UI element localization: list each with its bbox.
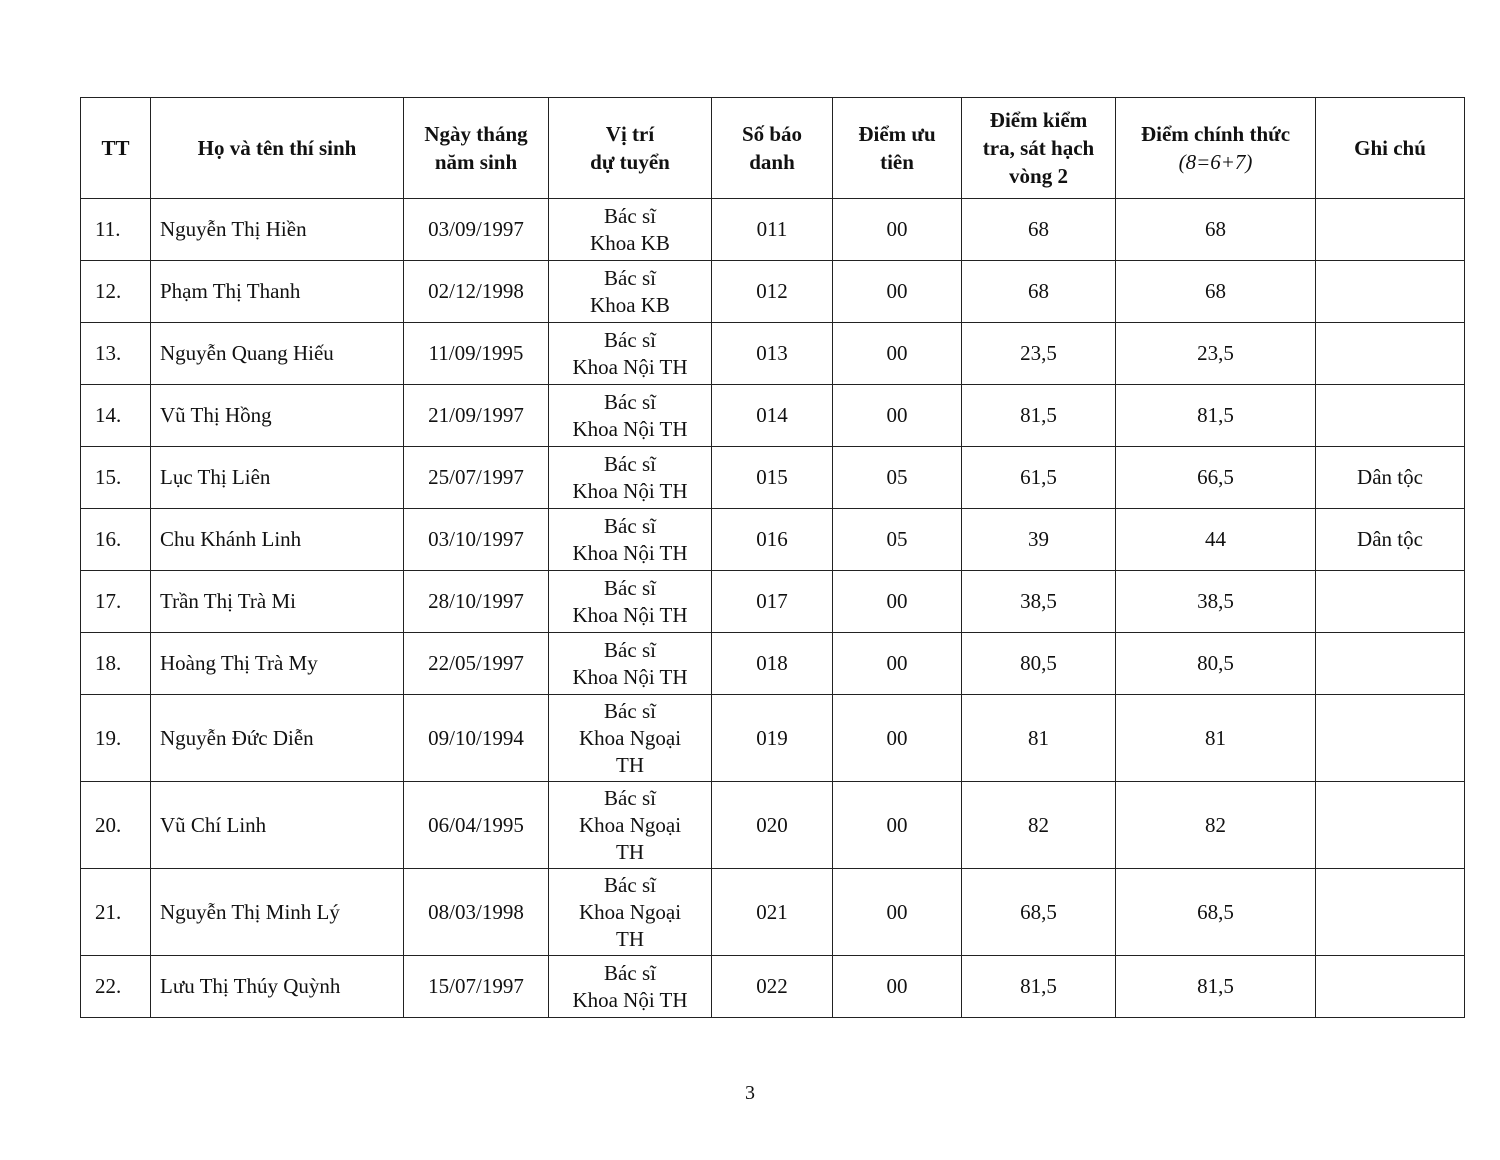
official-score: 44 (1116, 509, 1316, 571)
exam-score: 81,5 (962, 956, 1116, 1018)
candidate-position (549, 323, 712, 385)
candidate-position (549, 199, 712, 261)
candidate-number: 021 (712, 869, 833, 956)
exam-score: 68 (962, 261, 1116, 323)
candidate-name: Nguyễn Đức Diễn (151, 695, 404, 782)
position-line: Khoa Nội TH (572, 354, 688, 379)
candidate-name: Nguyễn Thị Hiền (151, 199, 404, 261)
exam-score: 39 (962, 509, 1116, 571)
row-tt: 17. (81, 571, 151, 633)
header-official-score: Điểm chính thức (8=6+7) (1116, 98, 1316, 199)
header-tt: TT (81, 98, 151, 199)
position-line: Bác sĩ (604, 698, 656, 723)
candidate-dob: 03/10/1997 (404, 509, 549, 571)
candidate-dob: 22/05/1997 (404, 633, 549, 695)
table-row (81, 199, 1465, 261)
official-score: 81 (1116, 695, 1316, 782)
official-score: 82 (1116, 782, 1316, 869)
row-note (1316, 385, 1465, 447)
candidate-dob: 09/10/1994 (404, 695, 549, 782)
exam-score: 38,5 (962, 571, 1116, 633)
table-row (81, 782, 1465, 869)
row-note (1316, 261, 1465, 323)
header-exam-score: Điểm kiểm tra, sát hạch vòng 2 (962, 98, 1116, 199)
official-score: 68,5 (1116, 869, 1316, 956)
table-row (81, 695, 1465, 782)
position-line: Bác sĩ (604, 960, 656, 985)
position-line: Khoa Nội TH (572, 987, 688, 1012)
candidate-position (549, 261, 712, 323)
candidate-name: Nguyễn Quang Hiếu (151, 323, 404, 385)
official-score: 68 (1116, 199, 1316, 261)
priority-score: 00 (833, 869, 962, 956)
candidate-position (549, 695, 712, 782)
position-line: Khoa Ngoại (578, 725, 682, 750)
exam-score: 23,5 (962, 323, 1116, 385)
candidate-number: 014 (712, 385, 833, 447)
candidate-position (549, 571, 712, 633)
official-score: 68 (1116, 261, 1316, 323)
priority-score: 00 (833, 385, 962, 447)
candidate-number: 015 (712, 447, 833, 509)
exam-score: 81 (962, 695, 1116, 782)
row-note (1316, 869, 1465, 956)
exam-score: 61,5 (962, 447, 1116, 509)
candidate-position (549, 447, 712, 509)
candidate-name: Vũ Thị Hồng (151, 385, 404, 447)
row-tt: 18. (81, 633, 151, 695)
priority-score: 00 (833, 199, 962, 261)
row-note (1316, 782, 1465, 869)
table-row (81, 385, 1465, 447)
exam-score: 80,5 (962, 633, 1116, 695)
candidate-number: 017 (712, 571, 833, 633)
table-row (81, 633, 1465, 695)
row-tt: 22. (81, 956, 151, 1018)
table-row (81, 323, 1465, 385)
table-row (81, 447, 1465, 509)
candidate-dob: 08/03/1998 (404, 869, 549, 956)
header-name: Họ và tên thí sinh (151, 98, 404, 199)
candidate-dob: 28/10/1997 (404, 571, 549, 633)
official-score: 81,5 (1116, 956, 1316, 1018)
position-line: Bác sĩ (604, 451, 656, 476)
row-tt: 16. (81, 509, 151, 571)
candidate-name: Nguyễn Thị Minh Lý (151, 869, 404, 956)
position-line: Bác sĩ (604, 203, 656, 228)
position-line: Khoa Nội TH (572, 602, 688, 627)
row-tt: 13. (81, 323, 151, 385)
official-score: 81,5 (1116, 385, 1316, 447)
candidate-dob: 03/09/1997 (404, 199, 549, 261)
official-score: 66,5 (1116, 447, 1316, 509)
position-line: Khoa Nội TH (572, 416, 688, 441)
row-note (1316, 571, 1465, 633)
row-note (1316, 199, 1465, 261)
table-row (81, 509, 1465, 571)
position-line: Khoa Nội TH (572, 540, 688, 565)
official-score: 38,5 (1116, 571, 1316, 633)
position-line: Bác sĩ (604, 575, 656, 600)
row-note (1316, 695, 1465, 782)
priority-score: 00 (833, 633, 962, 695)
candidate-name: Phạm Thị Thanh (151, 261, 404, 323)
header-note: Ghi chú (1316, 98, 1465, 199)
row-tt: 11. (81, 199, 151, 261)
priority-score: 00 (833, 261, 962, 323)
position-line: Khoa Ngoại (578, 812, 682, 837)
candidate-dob: 25/07/1997 (404, 447, 549, 509)
row-note: Dân tộc (1316, 509, 1465, 571)
position-line: TH (616, 839, 644, 864)
table-row (81, 869, 1465, 956)
row-note: Dân tộc (1316, 447, 1465, 509)
candidate-dob: 11/09/1995 (404, 323, 549, 385)
exam-score: 68,5 (962, 869, 1116, 956)
priority-score: 00 (833, 695, 962, 782)
official-score: 23,5 (1116, 323, 1316, 385)
candidate-number: 020 (712, 782, 833, 869)
position-line: Bác sĩ (604, 872, 656, 897)
row-tt: 12. (81, 261, 151, 323)
position-line: Khoa Ngoại (578, 899, 682, 924)
position-line: TH (616, 752, 644, 777)
page-number: 3 (745, 1082, 755, 1104)
candidate-position (549, 782, 712, 869)
priority-score: 00 (833, 782, 962, 869)
position-line: Khoa KB (590, 292, 670, 317)
candidate-number: 022 (712, 956, 833, 1018)
row-note (1316, 956, 1465, 1018)
position-line: Bác sĩ (604, 637, 656, 662)
priority-score: 00 (833, 323, 962, 385)
table-body (81, 199, 1465, 1018)
position-line: Bác sĩ (604, 265, 656, 290)
candidate-position (549, 869, 712, 956)
position-line: Bác sĩ (604, 513, 656, 538)
row-tt: 15. (81, 447, 151, 509)
table-row (81, 261, 1465, 323)
candidate-name: Trần Thị Trà Mi (151, 571, 404, 633)
exam-score: 82 (962, 782, 1116, 869)
exam-score: 81,5 (962, 385, 1116, 447)
candidate-number: 013 (712, 323, 833, 385)
row-tt: 21. (81, 869, 151, 956)
table-row (81, 571, 1465, 633)
position-line: Khoa KB (590, 230, 670, 255)
candidate-score-table (80, 97, 1465, 1018)
position-line: TH (616, 926, 644, 951)
candidate-number: 019 (712, 695, 833, 782)
exam-score: 68 (962, 199, 1116, 261)
row-tt: 19. (81, 695, 151, 782)
position-line: Khoa Nội TH (572, 478, 688, 503)
official-score: 80,5 (1116, 633, 1316, 695)
candidate-name: Lưu Thị Thúy Quỳnh (151, 956, 404, 1018)
candidate-number: 011 (712, 199, 833, 261)
candidate-dob: 15/07/1997 (404, 956, 549, 1018)
row-note (1316, 633, 1465, 695)
candidate-dob: 21/09/1997 (404, 385, 549, 447)
candidate-number: 012 (712, 261, 833, 323)
header-position: Vị trí dự tuyển (549, 98, 712, 199)
position-line: Bác sĩ (604, 327, 656, 352)
position-line: Bác sĩ (604, 389, 656, 414)
priority-score: 00 (833, 956, 962, 1018)
priority-score: 05 (833, 509, 962, 571)
row-tt: 20. (81, 782, 151, 869)
row-note (1316, 323, 1465, 385)
table-row (81, 956, 1465, 1018)
header-candidate-number: Số báo danh (712, 98, 833, 199)
candidate-name: Chu Khánh Linh (151, 509, 404, 571)
candidate-name: Hoàng Thị Trà My (151, 633, 404, 695)
header-priority-score: Điểm ưu tiên (833, 98, 962, 199)
row-tt: 14. (81, 385, 151, 447)
position-line: Khoa Nội TH (572, 664, 688, 689)
table-header-row (81, 98, 1465, 199)
candidate-dob: 02/12/1998 (404, 261, 549, 323)
candidate-position (549, 509, 712, 571)
candidate-name: Lục Thị Liên (151, 447, 404, 509)
candidate-name: Vũ Chí Linh (151, 782, 404, 869)
candidate-position (549, 633, 712, 695)
candidate-position (549, 385, 712, 447)
candidate-dob: 06/04/1995 (404, 782, 549, 869)
header-dob: Ngày tháng năm sinh (404, 98, 549, 199)
priority-score: 00 (833, 571, 962, 633)
candidate-number: 018 (712, 633, 833, 695)
candidate-number: 016 (712, 509, 833, 571)
priority-score: 05 (833, 447, 962, 509)
candidate-position (549, 956, 712, 1018)
position-line: Bác sĩ (604, 785, 656, 810)
